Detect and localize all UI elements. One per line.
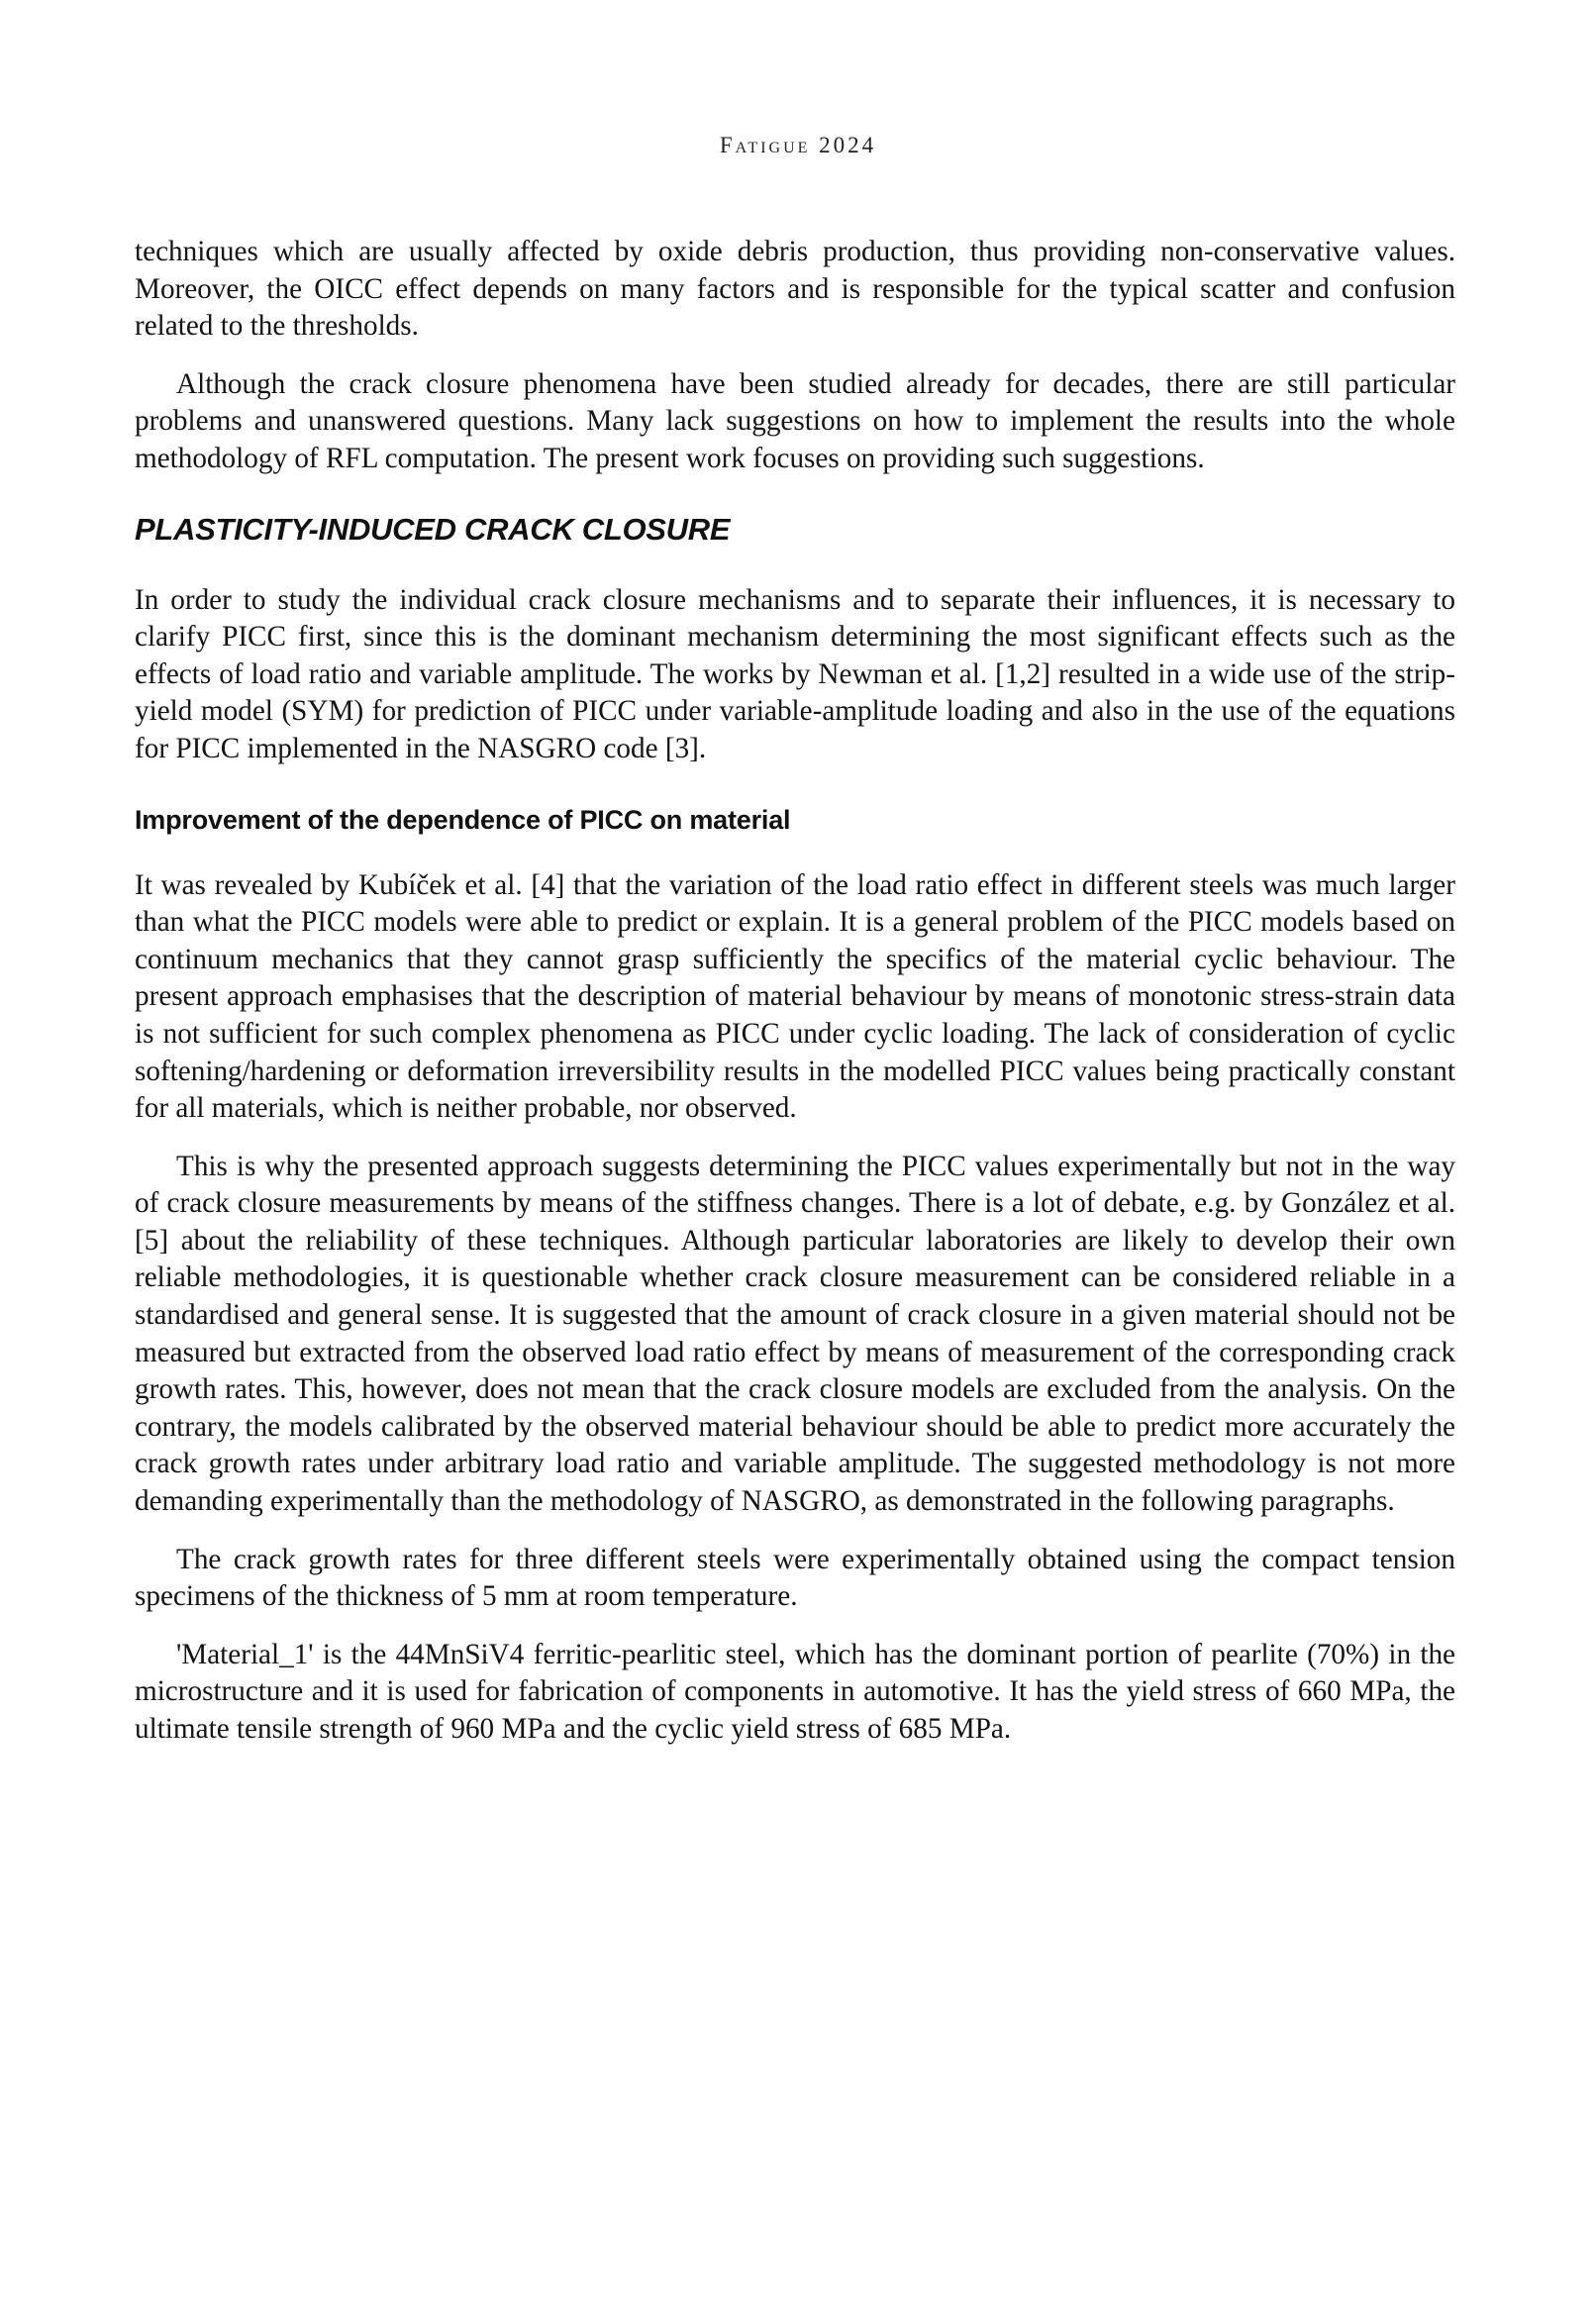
body-paragraph: The crack growth rates for three different steels were experimentally obtained using the compact tension specimens of the thickness of 5 mm at room temperature. [135,1543,1455,1613]
subsection-heading: Improvement of the dependence of PICC on material [135,804,791,835]
body-paragraph: This is why the presented approach suggests determining the PICC values experimentally but not in the way of crack closure measurements by means of the stiffness changes. There is a lot of debate, e.g. by González et al. [5] about the reliability of these techniques. Although particular laboratories are likely to develop their own reliable methodologies, it is questionable whether crack closure measurement can be considered reliable in a standardised and general sense. It is suggested that the amount of crack closure in a given material should not be measured but extracted from the observed load ratio effect by means of measurement of the corresponding crack growth rates. This, however, does not mean that the crack closure models are excluded from the analysis. On the contrary, the models calibrated by the observed material behaviour should be able to predict more accurately the crack growth rates under arbitrary load ratio and variable amplitude. The suggested methodology is not more demanding experimentally than the methodology of NASGRO, as demonstrated in the following paragraphs. [135,1150,1455,1518]
running-header: Fatigue 2024 [719,133,877,157]
body-paragraph: It was revealed by Kubíček et al. [4] that the variation of the load ratio effect in different steels was much larger than what the PICC models were able to predict or explain. It is a general problem of the PICC models based on continuum mechanics that they cannot grasp sufficiently the specifics of the material cyclic behaviour. The present approach emphasises that the description of material behaviour by means of monotonic stress-strain data is not sufficient for such complex phenomena as PICC under cyclic loading. The lack of consideration of cyclic softening/hardening or deformation irreversibility results in the modelled PICC values being practically constant for all materials, which is neither probable, nor observed. [135,868,1455,1125]
body-paragraph: Although the crack closure phenomena have been studied already for decades, there are still particular problems and unanswered questions. Many lack suggestions on how to implement the results into the whole methodology of RFL computation. The present work focuses on providing such suggestions. [135,367,1455,474]
page-body [135,234,1455,1749]
section-heading: PLASTICITY-INDUCED CRACK CLOSURE [135,511,731,547]
body-paragraph-continuation: techniques which are usually affected by oxide debris production, thus providing non-conservative values. Moreover, the OICC effect depends on many factors and is responsible for the typical scatter and confusion related to the thresholds. [135,236,1455,343]
body-paragraph: 'Material_1' is the 44MnSiV4 ferritic-pearlitic steel, which has the dominant portion of pearlite (70%) in the microstructure and it is used for fabrication of components in automotive. It has the yield stress of 660 MPa, the ultimate tensile strength of 960 MPa and the cyclic yield stress of 685 MPa. [135,1638,1455,1745]
body-paragraph: In order to study the individual crack closure mechanisms and to separate their influences, it is necessary to clarify PICC first, since this is the dominant mechanism determining the most significant effects such as the effects of load ratio and variable amplitude. The works by Newman et al. [1,2] resulted in a wide use of the strip-yield model (SYM) for prediction of PICC under variable-amplitude loading and also in the use of the equations for PICC implemented in the NASGRO code [3]. [135,583,1455,764]
